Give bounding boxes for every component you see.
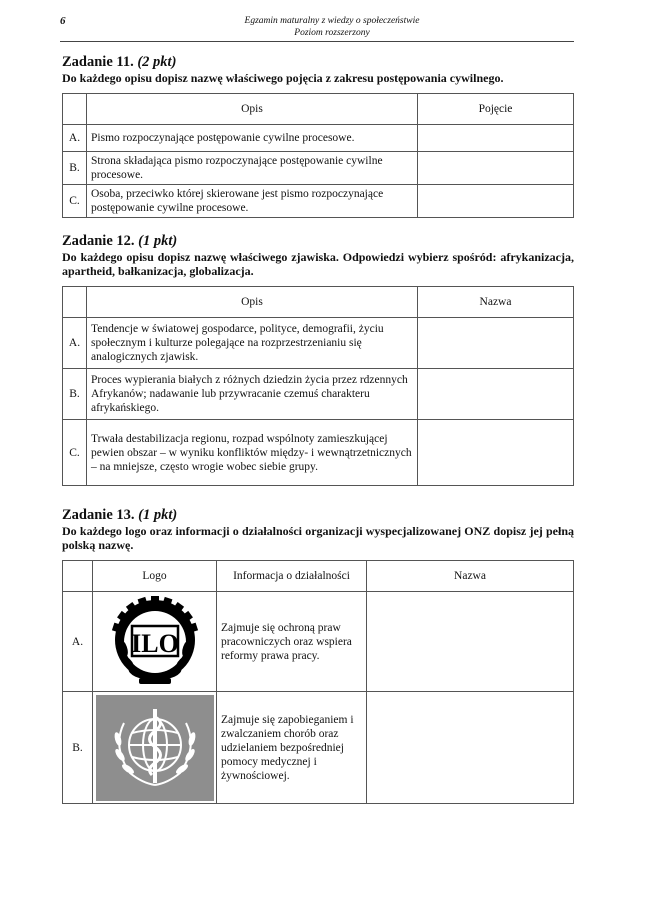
column-header-info: Informacja o działalności bbox=[217, 561, 367, 592]
ilo-logo-icon bbox=[99, 596, 211, 688]
column-header-desc: Opis bbox=[87, 287, 418, 318]
task-13-points: (1 pkt) bbox=[138, 507, 178, 523]
task-11-title-text: Zadanie 11. bbox=[62, 54, 134, 70]
column-header-desc: Opis bbox=[87, 94, 418, 125]
exam-level: Poziom rozszerzony bbox=[294, 28, 370, 38]
table-row bbox=[63, 692, 574, 804]
table-row bbox=[63, 592, 574, 692]
table-row bbox=[63, 125, 574, 152]
row-description: Tendencje w światowej gospodarce, polityce, demografii, życiu społecznym i kulturze polegające na rozprzestrzenianiu się analogicznych zjawisk. bbox=[87, 318, 418, 369]
answer-cell[interactable] bbox=[418, 318, 574, 369]
row-description: Strona składająca pismo rozpoczynające postępowanie cywilne procesowe. bbox=[87, 152, 418, 185]
row-letter: A. bbox=[63, 125, 87, 152]
column-header-answer: Nazwa bbox=[418, 287, 574, 318]
info-description: Zajmuje się ochroną praw pracowniczych oraz wspiera reformy prawa pracy. bbox=[217, 592, 367, 692]
column-header-answer: Nazwa bbox=[367, 561, 574, 592]
row-description: Proces wypierania białych z różnych dziedzin życia przez rdzennych Afrykanów; nadawanie lub przywracanie czemuś charakteru afrykańskiego. bbox=[87, 369, 418, 420]
row-description: Trwała destabilizacja regionu, rozpad wspólnoty zamieszkującej pewien obszar – w wyniku konfliktów między- i wewnątrzetnicznych – na mniejsze, często wrogie wobec siebie grupy. bbox=[87, 420, 418, 486]
task-13-table bbox=[62, 560, 574, 804]
task-11-title bbox=[62, 54, 574, 71]
answer-cell[interactable] bbox=[418, 185, 574, 218]
answer-cell[interactable] bbox=[418, 369, 574, 420]
task-13-instruction: Do każdego logo oraz informacji o działalności organizacji wyspecjalizowanej ONZ dopisz jej pełną polską nazwę. bbox=[62, 524, 574, 552]
table-header-row bbox=[63, 561, 574, 592]
task-11-table bbox=[62, 93, 574, 218]
empty-header-cell bbox=[63, 287, 87, 318]
page-number: 6 bbox=[60, 15, 66, 27]
table-row bbox=[63, 185, 574, 218]
header-rule bbox=[60, 41, 574, 42]
row-letter: C. bbox=[63, 185, 87, 218]
table-row bbox=[63, 420, 574, 486]
row-letter: B. bbox=[63, 692, 93, 804]
task-11 bbox=[62, 54, 574, 218]
task-11-instruction: Do każdego opisu dopisz nazwę właściwego pojęcia z zakresu postępowania cywilnego. bbox=[62, 71, 504, 85]
answer-cell[interactable] bbox=[367, 592, 574, 692]
task-12-instruction: Do każdego opisu dopisz nazwę właściwego zjawiska. Odpowiedzi wybierz spośród: afrykanizacja, apartheid, bałkanizacja, globalizacja. bbox=[62, 250, 574, 278]
column-header-answer: Pojęcie bbox=[418, 94, 574, 125]
task-12-points: (1 pkt) bbox=[138, 233, 178, 249]
task-12-table bbox=[62, 286, 574, 486]
task-12 bbox=[62, 233, 574, 486]
answer-cell[interactable] bbox=[418, 152, 574, 185]
row-letter: B. bbox=[63, 369, 87, 420]
table-row bbox=[63, 369, 574, 420]
table-row bbox=[63, 318, 574, 369]
exam-title: Egzamin maturalny z wiedzy o społeczeństwie bbox=[244, 16, 420, 26]
table-row bbox=[63, 152, 574, 185]
row-letter: A. bbox=[63, 318, 87, 369]
table-header-row bbox=[63, 287, 574, 318]
task-13-title bbox=[62, 507, 574, 524]
who-logo-icon bbox=[96, 695, 214, 801]
answer-cell[interactable] bbox=[418, 125, 574, 152]
info-description: Zajmuje się zapobieganiem i zwalczaniem chorób oraz udzielaniem bezpośredniej pomocy medycznej i żywnościowej. bbox=[217, 692, 367, 804]
empty-header-cell bbox=[63, 561, 93, 592]
row-description: Osoba, przeciwko której skierowane jest pismo rozpoczynające postępowanie cywilne procesowe. bbox=[87, 185, 418, 218]
row-letter: B. bbox=[63, 152, 87, 185]
table-header-row bbox=[63, 94, 574, 125]
task-13 bbox=[62, 507, 574, 804]
row-description: Pismo rozpoczynające postępowanie cywilne procesowe. bbox=[87, 125, 418, 152]
row-letter: A. bbox=[63, 592, 93, 692]
answer-cell[interactable] bbox=[367, 692, 574, 804]
task-12-title bbox=[62, 233, 574, 250]
task-12-title-text: Zadanie 12. bbox=[62, 233, 135, 249]
task-11-points: (2 pkt) bbox=[137, 54, 177, 70]
ilo-logo-text: ILO bbox=[130, 628, 179, 658]
empty-header-cell bbox=[63, 94, 87, 125]
task-13-title-text: Zadanie 13. bbox=[62, 507, 135, 523]
page-header bbox=[150, 15, 514, 39]
logo-cell bbox=[93, 592, 217, 692]
row-letter: C. bbox=[63, 420, 87, 486]
column-header-logo: Logo bbox=[93, 561, 217, 592]
logo-cell bbox=[93, 692, 217, 804]
answer-cell[interactable] bbox=[418, 420, 574, 486]
